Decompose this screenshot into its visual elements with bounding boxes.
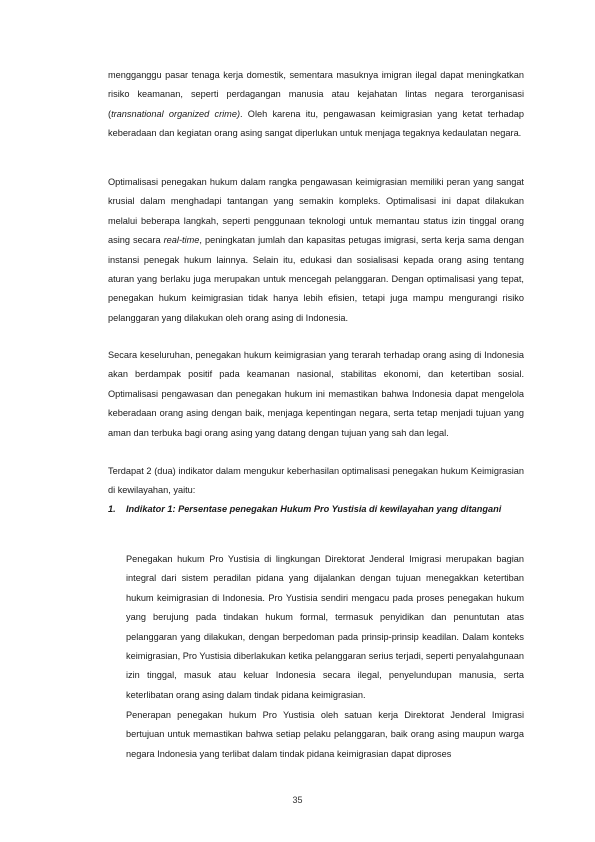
paragraph-text: Penegakan hukum Pro Yustisia di lingkungan Direktorat Jenderal Imigrasi merupakan bagian integral dari sistem peradilan pidana yang dijalankan dengan tujuan menegakkan ketertiban hukum keimigrasian di Indonesia. Pro Yustisia sendiri mengacu pada proses penegakan hukum yang berujung pada tindakan hukum formal, termasuk penyidikan dan penuntutan atas pelanggaran yang dilakukan, dengan berpedoman pada prinsip-prinsip keadilan. Dalam konteks keimigrasian, Pro Yustisia diberlakukan ketika pelanggaran serius terjadi, seperti penyalahgunaan izin tinggal, masuk atau keluar Indonesia secara ilegal, penyelundupan manusia, serta keterlibatan orang asing dalam tindak pidana keimigrasian. (126, 554, 524, 700)
paragraph-text: Penerapan penegakan hukum Pro Yustisia oleh satuan kerja Direktorat Jenderal Imigrasi bertujuan untuk memastikan bahwa setiap pelaku pelanggaran, baik orang asing maupun warga negara Indonesia yang terlibat dalam tindak pidana keimigrasian dapat diproses (126, 710, 524, 759)
paragraph-border-supervision (108, 66, 524, 144)
paragraph-text: Terdapat 2 (dua) indikator dalam mengukur keberhasilan optimalisasi penegakan hukum Keimigrasian di kewilayahan, yaitu: (108, 466, 524, 496)
paragraph-italic-term: transnational organized crime) (111, 108, 241, 119)
paragraph-text: . Oleh karena itu, pengawasan keimigrasian yang ketat terhadap keberadaan dan kegiatan orang asing sangat diperlukan untuk menjaga tegaknya kedaulatan negara. (108, 108, 524, 139)
paragraph-italic-term: real-time (163, 235, 200, 246)
paragraph-pro-yustisia-application (126, 706, 524, 764)
paragraph-law-enforcement-optimization (108, 173, 524, 328)
list-number: 1. (108, 504, 116, 514)
paragraph-text: Secara keseluruhan, penegakan hukum keimigrasian yang terarah terhadap orang asing di Indonesia akan berdampak positif pada keamanan nasional, stabilitas ekonomi, dan ketertiban sosial. Optimalisasi pengawasan dan penegakan hukum ini memastikan bahwa Indonesia dapat mengelola keberadaan orang asing dengan baik, menjaga kepentingan negara, serta tetap menjadi tujuan yang aman dan terbuka bagi orang asing yang datang dengan tujuan yang sah dan legal. (108, 350, 524, 438)
paragraph-overall-impact (108, 346, 524, 443)
indicator-heading: Indikator 1: Persentase penegakan Hukum Pro Yustisia di kewilayahan yang ditangani (126, 504, 502, 514)
paragraph-text: Optimalisasi penegakan hukum dalam rangka pengawasan keimigrasian memiliki peran yang sangat krusial dalam menghadapi tantangan yang semakin kompleks. Optimalisasi ini dapat dilakukan melalui beberapa langkah, seperti penggunaan teknologi untuk memantau status izin tinggal orang asing secara (108, 177, 524, 246)
page-number: 35 (292, 795, 303, 805)
paragraph-pro-yustisia-definition (126, 550, 524, 705)
paragraph-text: , peningkatan jumlah dan kapasitas petugas imigrasi, serta kerja sama dengan instansi penegak hukum lainnya. Selain itu, edukasi dan sosialisasi kepada orang asing tentang aturan yang berlaku juga merupakan untuk mencegah pelanggaran. Dengan optimalisasi yang tepat, penegakan hukum keimigrasian tidak hanya lebih efisien, tetapi juga mampu mengurangi risiko pelanggaran yang dilakukan oleh orang asing di Indonesia. (108, 235, 524, 323)
paragraph-indicator-intro (108, 462, 524, 501)
paragraph-text: mengganggu pasar tenaga kerja domestik, sementara masuknya imigran ilegal dapat meningkatkan risiko keamanan, seperti perdagangan manusia atau kejahatan lintas negara terorganisasi ( (108, 70, 524, 119)
